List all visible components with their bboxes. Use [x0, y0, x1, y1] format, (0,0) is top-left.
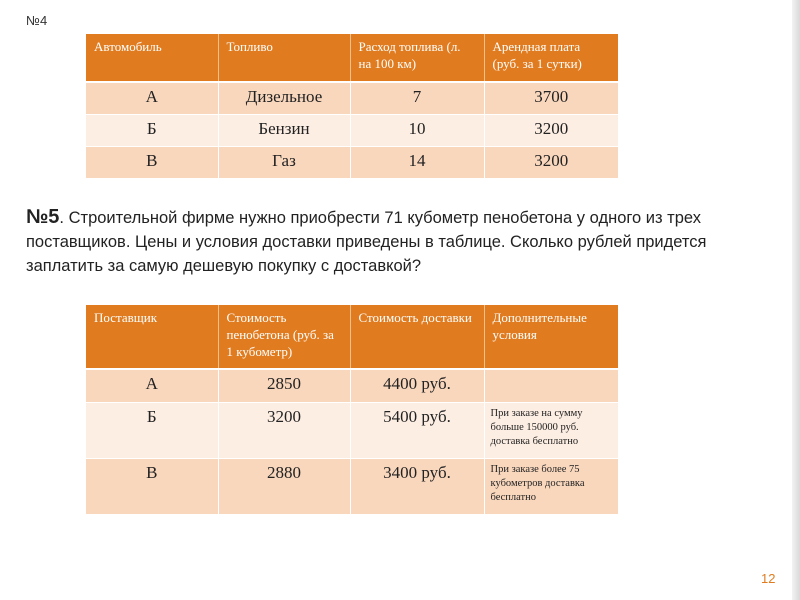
- header-rent: Арендная плата (руб. за 1 сутки): [484, 34, 618, 82]
- cell: Газ: [218, 146, 350, 178]
- cell: Дизельное: [218, 82, 350, 114]
- table-row: [86, 458, 618, 514]
- rental-table: [86, 34, 618, 179]
- task-4-label: №4: [26, 13, 48, 28]
- header-conditions: Дополнительные условия: [484, 305, 618, 369]
- cell: 3200: [484, 146, 618, 178]
- table-header-row: [86, 305, 618, 369]
- table-row: [86, 402, 618, 458]
- cell: В: [86, 146, 218, 178]
- cell: 4400 руб.: [350, 369, 484, 402]
- page-number: 12: [761, 571, 776, 586]
- cell: 7: [350, 82, 484, 114]
- cell: 2880: [218, 458, 350, 514]
- cell: 14: [350, 146, 484, 178]
- cell: 3700: [484, 82, 618, 114]
- task-5-text: [26, 205, 771, 278]
- cell: Бензин: [218, 114, 350, 146]
- cell: [484, 369, 618, 402]
- header-car: Автомобиль: [86, 34, 218, 82]
- cell: Б: [86, 114, 218, 146]
- table-row: [86, 114, 618, 146]
- task-5-number: №5: [26, 206, 60, 228]
- header-delivery: Стоимость доставки: [350, 305, 484, 369]
- header-price: Стоимость пенобетона (руб. за 1 кубометр): [218, 305, 350, 369]
- table-row: [86, 82, 618, 114]
- suppliers-table: [86, 305, 618, 515]
- cell: 2850: [218, 369, 350, 402]
- cell: При заказе более 75 кубометров доставка бесплатно: [484, 458, 618, 514]
- table-row: [86, 369, 618, 402]
- table-header-row: [86, 34, 618, 82]
- task-5-body: . Строительной фирме нужно приобрести 71 кубометр пенобетона у одного из трех поставщиков. Цены и условия доставки приведены в таблице. Сколько рублей придется заплатить за самую дешевую покупку с доставкой?: [26, 209, 707, 275]
- cell: 5400 руб.: [350, 402, 484, 458]
- header-supplier: Поставщик: [86, 305, 218, 369]
- cell: 3400 руб.: [350, 458, 484, 514]
- table-row: [86, 146, 618, 178]
- cell: А: [86, 369, 218, 402]
- cell: При заказе на сумму больше 150000 руб. доставка бесплатно: [484, 402, 618, 458]
- header-consumption: Расход топлива (л. на 100 км): [350, 34, 484, 82]
- header-fuel: Топливо: [218, 34, 350, 82]
- slide-edge-shadow: [792, 0, 800, 600]
- cell: 3200: [218, 402, 350, 458]
- cell: 10: [350, 114, 484, 146]
- cell: 3200: [484, 114, 618, 146]
- cell: Б: [86, 402, 218, 458]
- cell: В: [86, 458, 218, 514]
- cell: А: [86, 82, 218, 114]
